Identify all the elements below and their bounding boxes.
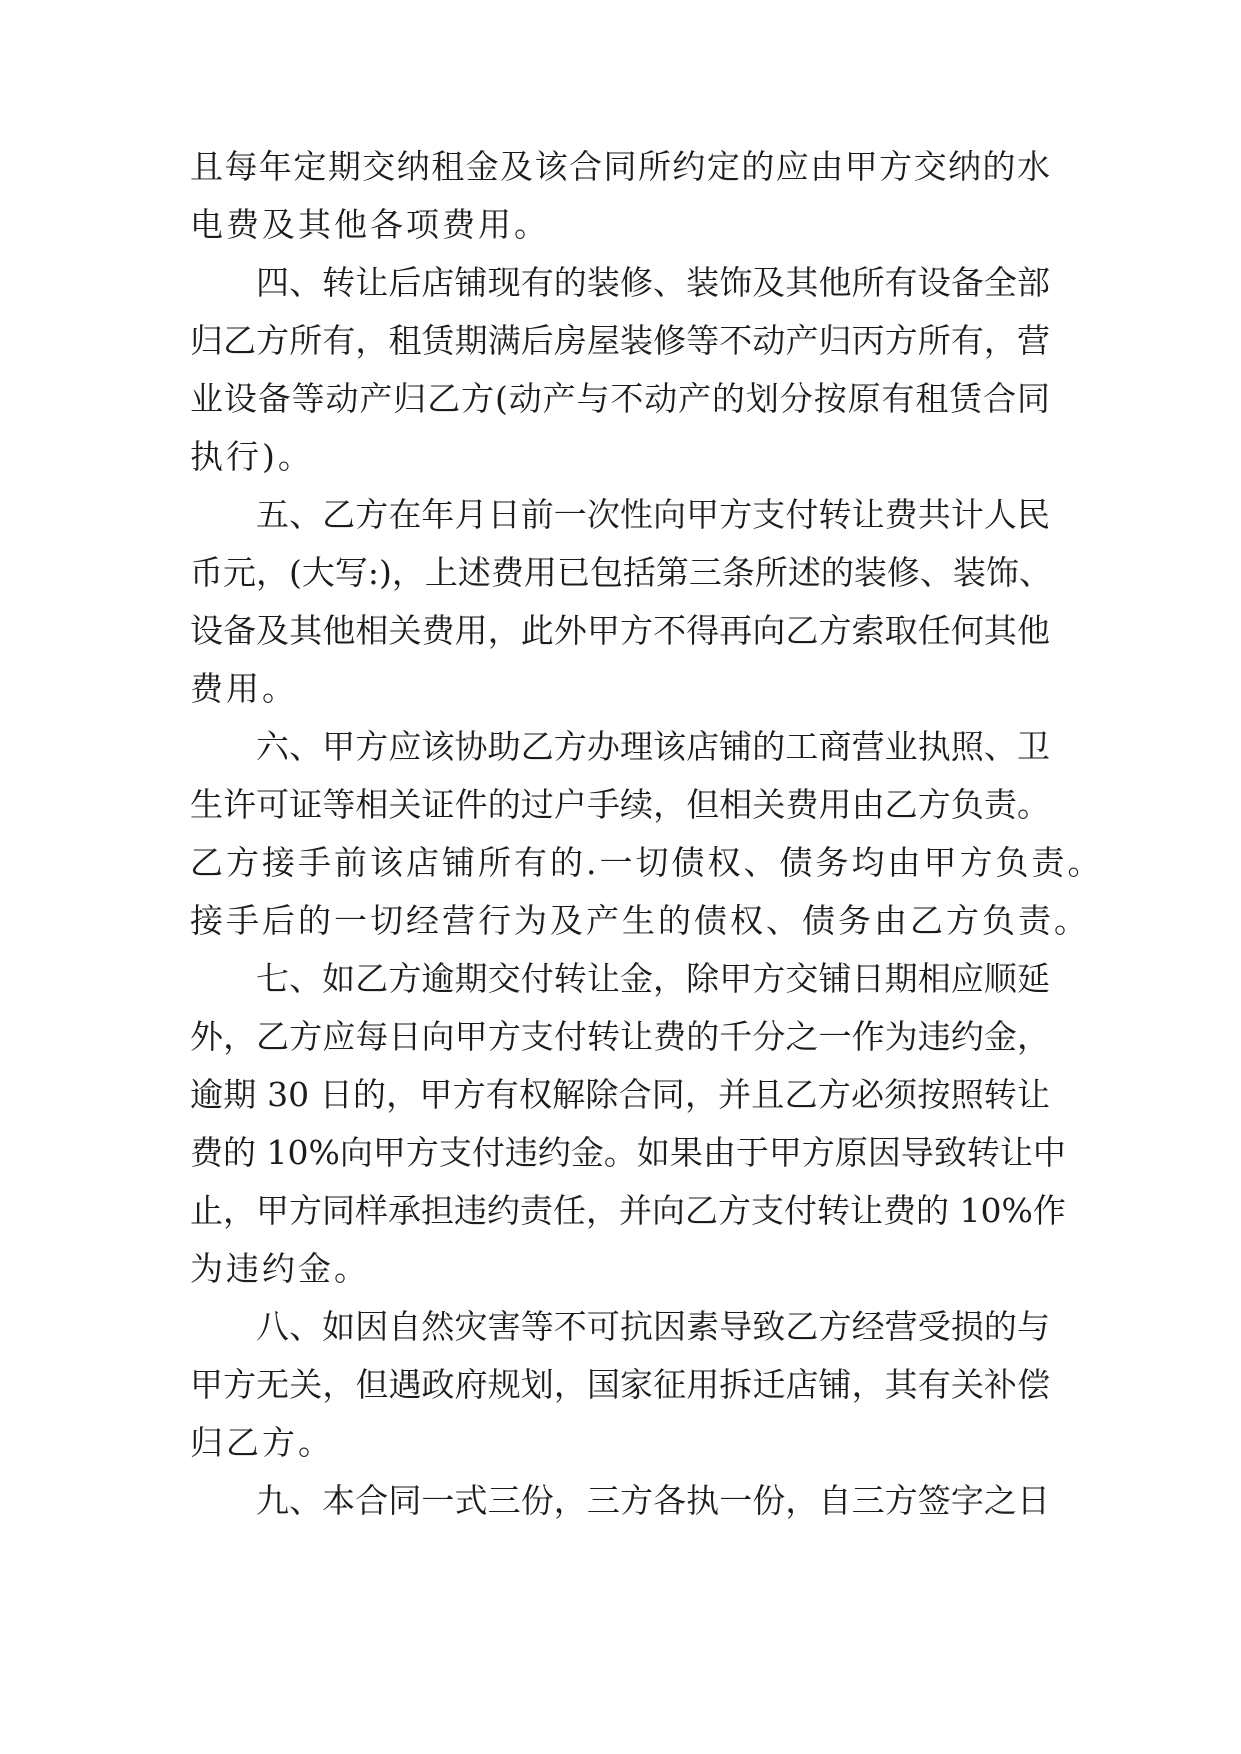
text-line: 电费及其他各项费用。 xyxy=(190,205,550,244)
paragraph-start-line: 六、甲方应该协助乙方办理该店铺的工商营业执照、卫 xyxy=(256,727,1050,766)
text-line: 乙方接手前该店铺所有的.一切债权、债务均由甲方负责。 xyxy=(190,843,1104,882)
text-line: 币元，(大写:)，上述费用已包括第三条所述的装修、装饰、 xyxy=(190,553,1052,592)
paragraph-start-line: 七、如乙方逾期交付转让金，除甲方交铺日期相应顺延 xyxy=(256,959,1050,998)
paragraph-start-line: 九、本合同一式三份，三方各执一份，自三方签字之日 xyxy=(256,1481,1050,1520)
text-line: 归乙方。 xyxy=(190,1423,334,1462)
text-line: 业设备等动产归乙方(动产与不动产的划分按原有租赁合同 xyxy=(190,379,1050,418)
text-line: 费用。 xyxy=(190,669,298,708)
text-line: 外，乙方应每日向甲方支付转让费的千分之一作为违约金， xyxy=(190,1017,1050,1056)
text-line: 执行)。 xyxy=(190,437,314,476)
text-line: 费的 10%向甲方支付违约金。如果由于甲方原因导致转让中 xyxy=(190,1133,1066,1172)
text-line: 甲方无关，但遇政府规划，国家征用拆迁店铺，其有关补偿 xyxy=(190,1365,1050,1404)
text-line: 接手后的一切经营行为及产生的债权、债务由乙方负责。 xyxy=(190,901,1090,940)
paragraph-start-line: 八、如因自然灾害等不可抗因素导致乙方经营受损的与 xyxy=(256,1307,1050,1346)
text-line: 且每年定期交纳租金及该合同所约定的应由甲方交纳的水 xyxy=(190,147,1050,186)
text-line: 逾期 30 日的，甲方有权解除合同，并且乙方必须按照转让 xyxy=(190,1075,1050,1114)
paragraph-start-line: 四、转让后店铺现有的装修、装饰及其他所有设备全部 xyxy=(256,263,1050,302)
text-line: 归乙方所有，租赁期满后房屋装修等不动产归丙方所有，营 xyxy=(190,321,1050,360)
text-line: 为违约金。 xyxy=(190,1249,370,1288)
text-line: 止，甲方同样承担违约责任，并向乙方支付转让费的 10%作 xyxy=(190,1191,1066,1230)
text-line: 生许可证等相关证件的过户手续，但相关费用由乙方负责。 xyxy=(190,785,1050,824)
paragraph-start-line: 五、乙方在年月日前一次性向甲方支付转让费共计人民 xyxy=(256,495,1050,534)
text-line: 设备及其他相关费用，此外甲方不得再向乙方索取任何其他 xyxy=(190,611,1050,650)
